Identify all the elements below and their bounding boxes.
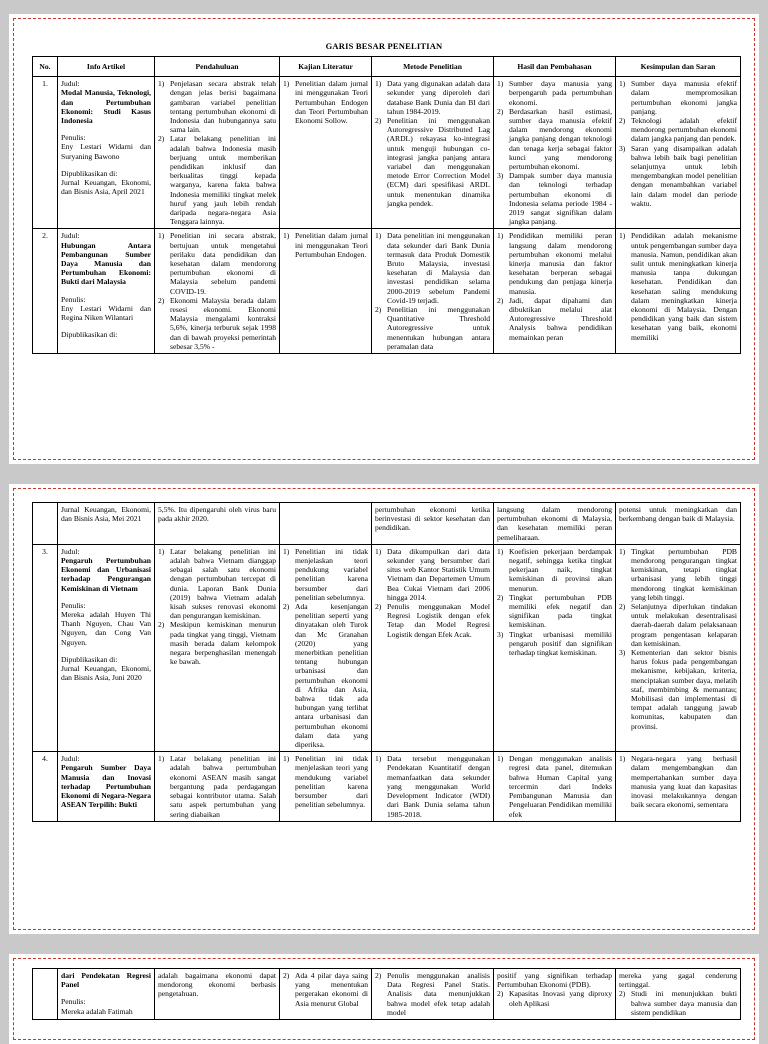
header-metode: Metode Penelitian xyxy=(372,57,494,77)
list-text: Penelitian ini tidak menjelaskan teori pendukung variabel penelitian karena bersumber dari penelitian sebelumnya. xyxy=(295,546,368,602)
list-number: 1) xyxy=(158,754,165,764)
cell-metode xyxy=(372,544,494,751)
cell-kajian xyxy=(280,544,372,751)
list-text: Penelitian ini secara abstrak, bertujuan untuk mengetahui perilaku data pendidikan dan kesehatan dalam mendorong pertumbuhan ekonomi di Malaysia sebelum pandemi COVID-19. xyxy=(170,231,276,296)
cell-kesimpulan xyxy=(616,969,741,1020)
list-number: 1) xyxy=(375,754,382,764)
table-header-row xyxy=(33,57,741,77)
list-number: 2) xyxy=(497,106,504,116)
list-item xyxy=(497,989,612,1007)
list-number: 1) xyxy=(497,79,504,89)
list-text: Teknologi adalah efektif mendorong pertumbuhan ekonomi dalam jangka panjang dan pendek. xyxy=(631,116,737,144)
cell-hasil: langsung dalam mendorong pertumbuhan ekonomi di Malaysia, dan kesehatan memiliki peran pemeliharaan. xyxy=(494,503,616,545)
numbered-list xyxy=(375,754,490,818)
header-hasil: Hasil dan Pembahasan xyxy=(494,57,616,77)
cell-info xyxy=(58,544,155,751)
list-item xyxy=(619,602,737,648)
list-item xyxy=(158,134,276,226)
document-title: GARIS BESAR PENELITIAN xyxy=(325,41,443,51)
publication-label: Dipublikasikan di: xyxy=(61,168,118,178)
numbered-list xyxy=(497,754,612,818)
cell-no: 1. xyxy=(33,77,58,229)
numbered-list xyxy=(375,547,490,639)
cell-metode xyxy=(372,229,494,354)
research-table xyxy=(32,56,741,354)
list-text: Dampak sumber daya manusia dan teknologi terhadap pertumbuhan ekonomi di Indonesia selama periode 1984 - 2019 sangat signifikan dalam jangka panjang. xyxy=(509,171,612,227)
article-title-label: Judul: xyxy=(61,754,80,764)
author-names: Eny Lestari Widarni dan Regina Niken Wilantari xyxy=(61,303,151,323)
list-text: Negara-negara yang berhasil dalam mengembangkan dan mempertahankan sumber daya manusia yang kuat dan kapasitas inovasi melakukannya dengan baik secara ekonomi, sementara xyxy=(631,754,737,810)
cell-pendahuluan: 5,5%. Itu dipengaruhi oleh virus baru pada akhir 2020. xyxy=(155,503,280,545)
cell-info xyxy=(58,77,155,229)
header-pendahuluan: Pendahuluan xyxy=(155,57,280,77)
list-number: 1) xyxy=(619,546,626,556)
numbered-list xyxy=(619,79,737,208)
author-label: Penulis: xyxy=(61,133,86,143)
list-number: 2) xyxy=(497,592,504,602)
list-item xyxy=(619,116,737,144)
list-item xyxy=(158,754,276,818)
list-number: 2) xyxy=(497,295,504,305)
list-text: Pendidikan adalah mekanisme untuk pengembangan sumber daya manusia. Namun, pendidikan akan sulit untuk meningkatkan kinerja manusia tanpa dukungan kesehatan. Pendidikan dan kesehatan saling mendukung dalam meningkatkan kinerja ekonomi di Malaysia. Dengan pendidikan yang baik dan sistem kesehatan yang baik, ekonomi memiliki xyxy=(631,231,737,342)
list-item xyxy=(375,79,490,116)
list-text: Ada 4 pilar daya saing yang menentukan pergerakan ekonomi di Asia menurut Global xyxy=(295,971,368,1008)
list-item xyxy=(158,231,276,295)
table-row xyxy=(33,752,741,821)
list-item xyxy=(375,547,490,602)
list-text: Selanjutnya diperlukan tindakan untuk melakukan desentralisasi daerah-daerah dalam pelaksanaan program pengentasan kelaparan dan kemiskinan. xyxy=(631,602,737,648)
list-number: 1) xyxy=(619,754,626,764)
cell-metode xyxy=(372,969,494,1020)
list-text: Tingkat pertumbuhan PDB memiliki efek negatif dan signifikan pada tingkat kemiskinan. xyxy=(509,592,612,630)
list-number: 2) xyxy=(375,116,382,126)
list-item xyxy=(375,971,490,1017)
list-text: Penelitian dalam jurnal ini menggunakan Teori Pertumbuhan Endogen dan Teori Pertumbuhan Ekonomi Sollow. xyxy=(295,79,368,126)
list-text: Ada kesenjangan penelitian seperti yang dinyatakan oleh Turok dan Mc Granahan (2020) yang menerbitkan penelitian tentang hubungan urbanisasi dan pertumbuhan ekonomi di Afrika dan Asia, bahwa tidak ada hubungan yang terlihat antara urbanisasi dan pertumbuhan ekonomi dalam data yang diperiksa. xyxy=(295,602,368,750)
cell-hasil xyxy=(494,229,616,354)
document-page-3 xyxy=(9,954,759,1044)
list-text: Meskipun kemiskinan menurun pada tingkat yang tinggi, Vietnam masih berada dalam kelompok negara berpenghasilan menengah ke bawah. xyxy=(170,620,276,667)
author-label: Penulis: xyxy=(61,600,86,610)
list-text: Penelitian ini menggunakan Autoregressive Distributed Lag (ARDL) rekayasa ko-integrasi untuk menguji hubungan co-integrasi jangka panjang antara variabel dan menggunakan metode Error Correction Model (ECM) dari spesifikasi ARDL untuk menentukan dinamika jangka pendek. xyxy=(387,116,490,208)
cell-kajian xyxy=(280,77,372,229)
list-item xyxy=(158,296,276,351)
cell-hasil xyxy=(494,969,616,1020)
list-number: 1) xyxy=(375,79,382,89)
list-number: 3) xyxy=(497,629,504,639)
cell-no: 2. xyxy=(33,229,58,354)
list-number: 2) xyxy=(497,989,504,999)
cell-kesimpulan xyxy=(616,77,741,229)
table-row xyxy=(33,77,741,229)
list-number: 2) xyxy=(375,305,382,315)
table-row xyxy=(33,503,741,545)
cell-metode: pertumbuhan ekonomi ketika berinvestasi di sektor kesehatan dan pendidikan. xyxy=(372,503,494,545)
list-text: Penulis menggunakan analisis Data Regresi Panel Statis. Analisis data menunjukkan bahwa model efek tetap adalah model xyxy=(387,971,490,1017)
author-label: Penulis: xyxy=(61,294,86,304)
list-item xyxy=(497,547,612,593)
list-item xyxy=(497,593,612,630)
header-kesimpulan: Kesimpulan dan Saran xyxy=(616,57,741,77)
list-text: Latar belakang penelitian ini adalah bahwa pertumbuhan ekonomi ASEAN masih sangat bergantung pada perdagangan sebagai kontributor utama. Salah satu aspek pertumbuhan yang sering diabaikan xyxy=(170,754,276,819)
list-number: 2) xyxy=(158,620,165,630)
author-names: Eny Lestari Widarni dan Suryaning Bawono xyxy=(61,142,151,161)
numbered-list xyxy=(497,79,612,226)
cell-kesimpulan xyxy=(616,229,741,354)
cell-no xyxy=(33,969,58,1020)
list-item xyxy=(497,171,612,226)
list-item xyxy=(283,754,368,809)
list-text: Saran yang disampaikan adalah bahwa lebih baik bagi penelitian selanjutnya untuk lebih mengembangkan model penelitian dengan menambahkan variabel lain dalam model dan periode waktu. xyxy=(631,143,737,208)
list-item xyxy=(375,116,490,208)
list-item xyxy=(283,79,368,125)
cell-kesimpulan: potensi untuk meningkatkan dan berkembang dengan baik di Malaysia. xyxy=(616,503,741,545)
list-item xyxy=(375,754,490,818)
list-text: Penulis menggunakan Model Regresi Logistik dengan efek Tetap dan Model Regresi Logistik dengan Efek Acak. xyxy=(387,602,490,639)
article-title: Pengaruh Pertumbuhan Ekonomi dan Urbanisasi terhadap Pengurangan Kemiskinan di Vietnam xyxy=(61,556,151,593)
list-text: Sumber daya manusia efektif dalam mempromosikan pertumbuhan ekonomi jangka panjang. xyxy=(631,79,737,116)
list-number: 3) xyxy=(497,171,504,181)
list-text: Tingkat urbanisasi memiliki pengaruh positif dan signifikan terhadap tingkat kemiskinan. xyxy=(509,629,612,658)
header-info: Info Artikel xyxy=(58,57,155,77)
cell-pendahuluan xyxy=(155,229,280,354)
list-text: Kementerian dan sektor bisnis harus fokus pada pengembangan mekanisme, kebijakan, kriteria, menciptakan sumber daya, melatih staf, membimbing & memantau; Mobilisasi dan implementasi di tempat adalah tanggung jawab komunitas, kabupaten dan provinsi. xyxy=(631,648,737,731)
list-item xyxy=(375,305,490,351)
list-item xyxy=(283,547,368,602)
list-text: Penelitian ini menggunakan Quantitative Threshold Autoregressive untuk menentukan hubungan antara peramalan data xyxy=(387,305,490,351)
list-number: 1) xyxy=(283,231,290,241)
list-number: 3) xyxy=(619,143,626,153)
publication-venue: Jurnal Keuangan, Ekonomi, dan Bisnis Asia, Juni 2020 xyxy=(61,664,151,683)
list-item xyxy=(619,144,737,208)
cell-kajian xyxy=(280,503,372,545)
list-number: 2) xyxy=(158,295,165,305)
cell-pendahuluan xyxy=(155,77,280,229)
list-text: Tingkat pertumbuhan PDB mendorong pengurangan tingkat kemiskinan, tetapi tingkat urbanisasi yang lebih tinggi mendorong tingkat kemiskinan yang lebih tinggi. xyxy=(631,546,737,602)
list-number: 1) xyxy=(158,546,165,556)
list-number: 2) xyxy=(619,602,626,612)
cell-info xyxy=(58,752,155,821)
list-number: 2) xyxy=(283,602,290,612)
numbered-list xyxy=(497,547,612,657)
list-number: 2) xyxy=(619,989,626,999)
cell-info xyxy=(58,229,155,354)
list-number: 1) xyxy=(158,79,165,89)
cell-kesimpulan xyxy=(616,544,741,751)
list-item xyxy=(619,79,737,116)
list-item xyxy=(619,547,737,602)
cell-kajian xyxy=(280,752,372,821)
article-title-label: Judul: xyxy=(61,231,80,241)
numbered-list xyxy=(283,79,368,125)
list-item xyxy=(283,602,368,749)
table-row xyxy=(33,544,741,751)
cell-pendahuluan xyxy=(155,752,280,821)
article-title: Modal Manusia, Teknologi, dan Pertumbuhan Ekonomi: Studi Kasus Indonesia xyxy=(61,88,151,126)
list-item xyxy=(158,620,276,666)
list-text: Penelitian ini tidak menjelaskan teori yang mendukung variabel penelitian karena bersumber dari penelitian sebelumnya. xyxy=(295,754,368,810)
list-number: 2) xyxy=(283,971,290,980)
numbered-list xyxy=(158,754,276,818)
numbered-list xyxy=(158,231,276,351)
list-item xyxy=(283,231,368,259)
list-text: Kapasitas Inovasi yang diproxy oleh Aplikasi xyxy=(509,989,612,1008)
list-item xyxy=(619,989,737,1017)
article-title-label: Judul: xyxy=(61,546,80,556)
cell-kajian xyxy=(280,969,372,1020)
numbered-list xyxy=(283,547,368,749)
list-item xyxy=(619,648,737,731)
list-number: 1) xyxy=(619,79,626,89)
cell-no: 3. xyxy=(33,544,58,751)
numbered-list xyxy=(283,754,368,809)
list-number: 2) xyxy=(375,971,382,980)
cell-info: Jurnal Keuangan, Ekonomi, dan Bisnis Asia, Mei 2021 xyxy=(58,503,155,545)
list-item xyxy=(158,547,276,621)
cell-no: 4. xyxy=(33,752,58,821)
cell-hasil xyxy=(494,77,616,229)
cell-metode xyxy=(372,77,494,229)
list-item xyxy=(497,754,612,818)
publication-label: Dipublikasikan di: xyxy=(61,654,118,664)
cell-hasil xyxy=(494,752,616,821)
numbered-list xyxy=(619,547,737,731)
list-number: 1) xyxy=(497,546,504,556)
list-text: Sumber daya manusia yang berpengaruh pada pertumbuhan ekonomi. xyxy=(509,79,612,107)
list-item xyxy=(375,231,490,305)
research-table-continued xyxy=(32,502,741,822)
numbered-list xyxy=(497,231,612,341)
list-text: Studi ini menunjukkan bukti bahwa sumber daya manusia dan sistem pendidikan xyxy=(631,989,737,1017)
author-names: Mereka adalah Huyen Thi Thanh Nguyen, Chau Van Nguyen, dan Cong Van Nguyen. xyxy=(61,610,151,647)
list-number: 3) xyxy=(619,648,626,658)
cell-metode xyxy=(372,752,494,821)
list-item xyxy=(497,630,612,658)
research-table-continued-2 xyxy=(32,968,741,1020)
numbered-list xyxy=(619,754,737,809)
list-text: Pendidikan memiliki peran langsung dalam mendorong pertumbuhan ekonomi melalui kinerja manusia dan faktor kesehatan berperan sebagai pendukung dan penjaga kinerja manusia. xyxy=(509,231,612,296)
list-item xyxy=(283,971,368,1008)
table-row xyxy=(33,229,741,354)
cell-kajian xyxy=(280,229,372,354)
publication-venue: Jurnal Keuangan, Ekonomi, dan Bisnis Asia, April 2021 xyxy=(61,178,151,197)
list-text: Dengan menggunakan analisis regresi data panel, ditemukan bahwa Human Capital yang tercermin dari Indeks Pembangunan Manusia dan Pengeluaran Pendidikan memiliki efek xyxy=(509,754,612,819)
list-number: 1) xyxy=(497,754,504,764)
list-item xyxy=(497,231,612,295)
list-item xyxy=(497,296,612,342)
list-text: Penjelasan secara abstrak telah dengan jelas berisi bagaimana gambaran variabel penelitian tentang pertumbuhan ekonomi di Indonesia dan hubungannya satu sama lain. xyxy=(170,79,276,135)
list-item xyxy=(158,79,276,134)
list-item xyxy=(619,754,737,809)
cell-no xyxy=(33,503,58,545)
list-text: Data dikumpulkan dari data sekunder yang bersumber dari situs web Kantor Statistik Umum Vietnam dan Departemen Umum Bea Cukai Vietnam dari 2006 hingga 2014. xyxy=(387,546,490,602)
list-text: Koefisien pekerjaan berdampak negatif, sehingga ketika tingkat pekerjaan naik, tingkat kemiskinan di provinsi akan menurun. xyxy=(509,546,612,593)
cell-info xyxy=(58,969,155,1020)
list-number: 2) xyxy=(375,602,382,612)
numbered-list xyxy=(375,231,490,351)
list-text: Data penelitian ini menggunakan data sekunder dari Bank Dunia termasuk data Produk Domestik Bruto Malaysia, investasi kesehatan di Malaysia dan investasi pendidikan selama 2000-2019 sebelum Pandemi Covid-19 terjadi. xyxy=(387,231,490,305)
list-number: 1) xyxy=(497,231,504,241)
list-text: Latar belakang penelitian ini adalah bahwa Vietnam dianggap sebagai salah satu ekonomi dengan pertumbuhan tercepat di dunia. Laporan Bank Dunia (2019) bahwa Vietnam adalah kisah sukses renovasi ekonomi dan pengurangan kemiskinan. xyxy=(170,546,276,621)
list-number: 2) xyxy=(619,116,626,126)
article-title: Pengaruh Sumber Daya Manusia dan Inovasi terhadap Pertumbuhan Ekonomi di Negara-Negara ASEAN Terpilih: Bukti xyxy=(61,763,151,810)
list-text: Data yang digunakan adalah data sekunder yang diperoleh dari database Bank Dunia dan BI dari tahun 1984-2019. xyxy=(387,79,490,116)
document-page-2 xyxy=(9,484,759,934)
numbered-list xyxy=(375,79,490,208)
publication-label: Dipublikasikan di: xyxy=(61,330,118,340)
list-number: 1) xyxy=(283,754,290,764)
list-number: 1) xyxy=(283,79,290,89)
article-title-label: Judul: xyxy=(61,79,80,89)
list-text: Data tersebut menggunakan Pendekatan Kuantitatif dengan memanfaatkan data sekunder yang menggunakan World Development Indicator (WDI) dari Bank Dunia selama tahun 1985-2018. xyxy=(387,754,490,819)
numbered-list xyxy=(158,79,276,226)
list-text: Jadi, dapat dipahami dan dibuktikan melalui alat Autoregressive Threshold Analysis bahwa pendidikan memainkan peran xyxy=(509,295,612,342)
numbered-list xyxy=(158,547,276,667)
list-number: 1) xyxy=(158,231,165,241)
cell-hasil xyxy=(494,544,616,751)
list-number: 2) xyxy=(158,134,165,144)
table-row xyxy=(33,969,741,1020)
document-page-1 xyxy=(9,14,759,464)
author-label: Penulis: xyxy=(61,997,86,1007)
list-item xyxy=(375,602,490,639)
numbered-list xyxy=(619,231,737,341)
list-item xyxy=(619,231,737,341)
hasil-continued: positif yang signifikan terhadap Pertumbuhan Ekonomi (PDB). xyxy=(497,971,612,990)
list-item xyxy=(497,79,612,107)
article-title-end: dari Pendekatan Regresi Panel xyxy=(61,971,151,990)
kesimpulan-continued: mereka yang gagal cenderung tertinggal. xyxy=(619,971,737,990)
list-item xyxy=(497,107,612,171)
header-kajian: Kajian Literatur xyxy=(280,57,372,77)
list-text: Latar belakang penelitian ini adalah bahwa Indonesia masih berjuang untuk memberikan pendidikan inklusif dan berkualitas tinggi kepada warganya, karena fakta bahwa Indonesia memiliki tingkat melek huruf yang jauh lebih rendah daripada negara-negara Asia Tenggara lainnya. xyxy=(170,134,276,227)
list-text: Berdasarkan hasil estimasi, sumber daya manusia efektif dalam mendorong ekonomi jangka panjang dengan teknologi dan tenaga kerja sebagai faktor kunci yang mendorong pertumbuhan ekonomi. xyxy=(509,106,612,172)
header-no: No. xyxy=(33,57,58,77)
list-number: 1) xyxy=(375,231,382,241)
author-names: Mereka adalah Fatimah xyxy=(61,1006,133,1016)
list-number: 1) xyxy=(375,546,382,556)
list-text: Penelitian dalam jurnal ini menggunakan Teori Pertumbuhan Endogen. xyxy=(295,231,368,259)
cell-pendahuluan xyxy=(155,544,280,751)
numbered-list xyxy=(283,231,368,259)
list-number: 1) xyxy=(283,546,290,556)
cell-kesimpulan xyxy=(616,752,741,821)
cell-pendahuluan: adalah bagaimana ekonomi dapat mendorong ekonomi berbasis pengetahuan. xyxy=(155,969,280,1020)
list-number: 1) xyxy=(619,231,626,241)
list-text: Ekonomi Malaysia berada dalam resesi ekonomi. Ekonomi Malaysia mengalami kontraksi 5,6%, kinerja terburuk sejak 1998 dan di bawah proyeksi pemerintah sebesar 3,5% - xyxy=(170,295,276,351)
article-title: Hubungan Antara Pembangunan Sumber Daya Manusia dan Pertumbuhan Ekonomi: Bukti dari Malaysia xyxy=(61,240,151,287)
